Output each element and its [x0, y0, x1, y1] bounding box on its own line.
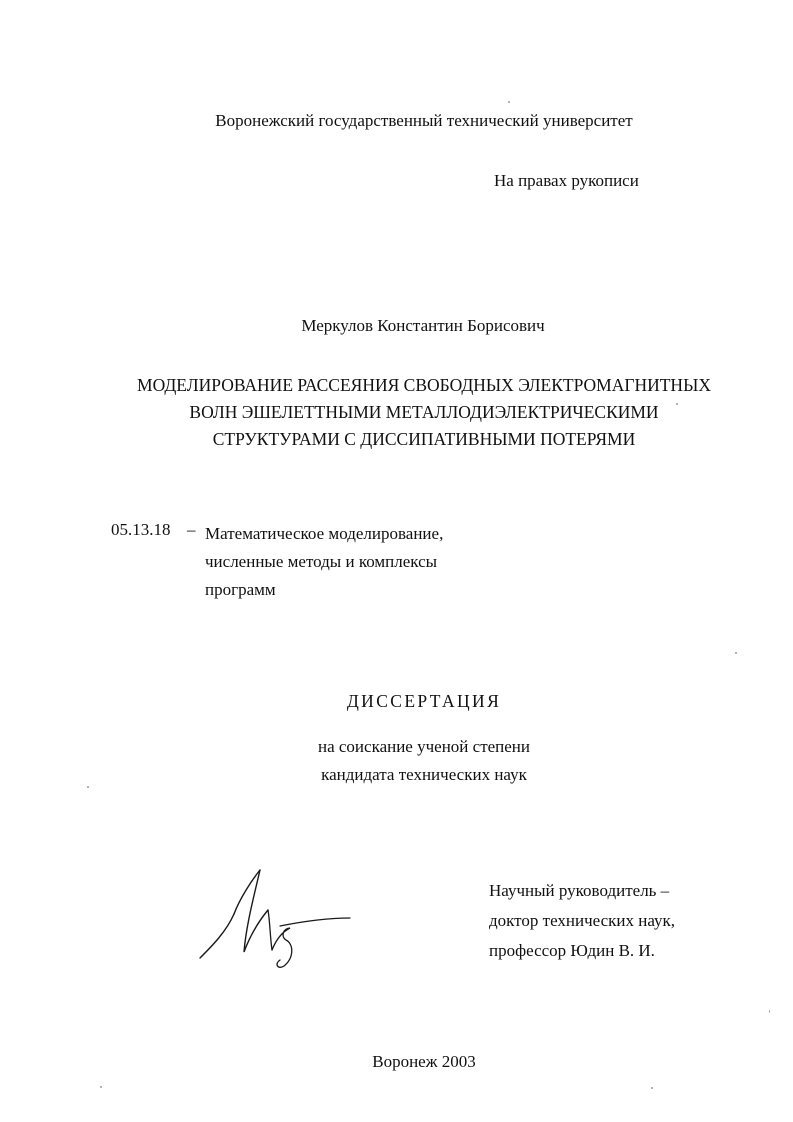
- title-line: СТРУКТУРАМИ С ДИССИПАТИВНЫМИ ПОТЕРЯМИ: [212, 429, 636, 449]
- scan-speck: [651, 1087, 653, 1089]
- scan-speck: [87, 786, 89, 788]
- supervisor-line: профессор Юдин В. И.: [489, 941, 655, 960]
- title-line: ВОЛН ЭШЕЛЕТТНЫМИ МЕТАЛЛОДИЭЛЕКТРИЧЕСКИМИ: [189, 402, 659, 422]
- university-name: Воронежский государственный технический университет: [215, 111, 633, 130]
- specialty-line: программ: [205, 580, 276, 599]
- scan-speck: [735, 652, 737, 654]
- scan-speck: [508, 101, 510, 103]
- specialty-code: 05.13.18: [111, 520, 171, 539]
- specialty-dash: –: [187, 520, 196, 539]
- scan-speck: [676, 403, 678, 405]
- degree-statement: [0, 733, 793, 789]
- scientific-supervisor: [489, 876, 675, 966]
- specialty-line: Математическое моделирование,: [205, 524, 444, 543]
- title-line: МОДЕЛИРОВАНИЕ РАССЕЯНИЯ СВОБОДНЫХ ЭЛЕКТРОМАГНИТНЫХ: [137, 375, 711, 395]
- specialty-name: [205, 520, 443, 604]
- manuscript-rights-note: На правах рукописи: [494, 171, 639, 190]
- scan-speck: [100, 1086, 102, 1088]
- document-type: ДИССЕРТАЦИЯ: [346, 691, 502, 711]
- supervisor-line: доктор технических наук,: [489, 911, 676, 930]
- scan-speck: [769, 1010, 770, 1013]
- supervisor-line: Научный руководитель –: [489, 881, 670, 900]
- city-and-year: Воронеж 2003: [372, 1052, 476, 1071]
- author-name: Меркулов Константин Борисович: [301, 316, 545, 335]
- specialty-line: численные методы и комплексы: [205, 552, 438, 571]
- degree-line: на соискание ученой степени: [317, 737, 531, 756]
- handwritten-signature: [190, 866, 360, 976]
- degree-line: кандидата технических наук: [321, 765, 527, 784]
- dissertation-title: [0, 372, 793, 453]
